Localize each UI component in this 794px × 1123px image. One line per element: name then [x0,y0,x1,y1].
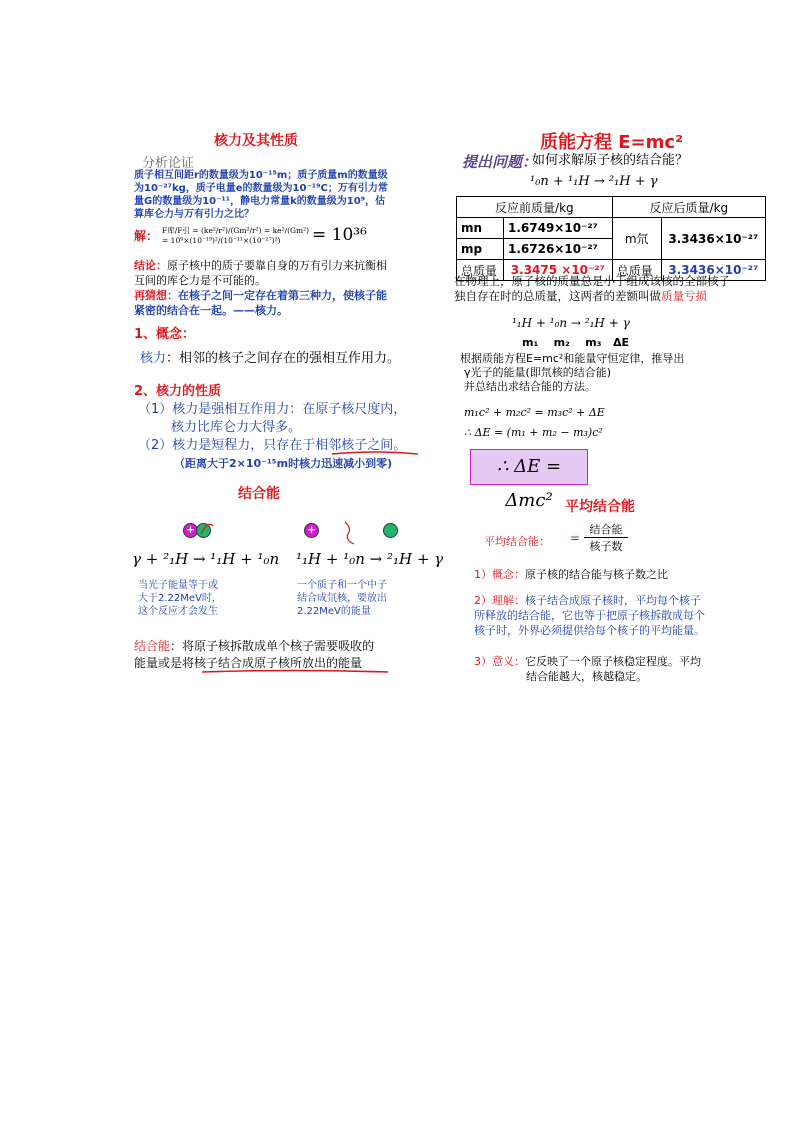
p2-text-1: 核子结合成原子核时，平均每个核子 [525,594,701,607]
note-left-line: 当光子能量等于或 [138,580,218,591]
md-value: 3.3436×10⁻²⁷ [661,218,765,260]
p1-label: 1）概念： [474,568,525,581]
derive-text [460,352,684,394]
note-right-line: 结合成氘核，要放出 [297,593,387,604]
avg-fraction [584,521,628,554]
conclusion [134,258,394,288]
binding-definition [134,638,409,672]
split-arrow-icon [198,518,216,538]
solution-ratio: F库/F引 = (ke²/r²)/(Gm²/r²) = ke²/(Gm²) = 10⁹×(10⁻¹⁹)²/(10⁻¹¹×(10⁻²⁷)²) [162,226,310,245]
binding-def-1: ：将原子核拆散成单个核子需要吸收的 [170,639,375,653]
avg-denominator: 核子数 [584,537,628,554]
mass-defect: 质量亏损 [661,289,707,303]
guess [134,288,394,318]
binding-underline [200,668,390,676]
reaction-2: ¹₁H + ¹₀n → ²₁H + γ [512,316,630,330]
nature-underline [330,449,420,457]
proton-icon: + [183,523,198,538]
avg-label: 平均结合能： [484,535,550,548]
note-left-line: 大于2.22MeV时， [138,593,222,604]
conclusion-text: 原子核中的质子要靠自身的万有引力来抗衡相互间的库仑力是不可能的。 [134,259,387,287]
question: 如何求解原子核的结合能？ [532,153,689,168]
concept-label: 核力 [140,351,167,366]
note-right [297,579,387,618]
binding-def-label: 结合能 [134,639,171,653]
note-right-line: 一个质子和一个中子 [297,580,387,591]
problem-text: 质子相互间距r的数量级为10⁻¹⁵m；质子质量m的数量级为10⁻²⁷kg，质子电量e的数量级为10⁻¹⁹C；万有引力常量G的数量级为10⁻¹¹，静电力常量k的数量级为10⁹，估算库仑力与万有引力之比？ [134,170,388,220]
point-1 [474,567,668,582]
concept-head: 1、概念： [134,327,196,342]
p2-text-2: 所释放的结合能，它也等于把原子核拆散成每个 [474,609,705,622]
note-left [138,579,222,618]
avg-numerator: 结合能 [589,523,623,536]
mass-table [456,196,766,281]
total-after: 3.3436×10⁻²⁷ [661,260,765,281]
total-label-after: 总质量 [612,260,661,281]
p3-text-2: 结合能越大，核越稳定。 [526,670,647,683]
total-label: 总质量 [457,260,504,281]
physics-text [454,274,774,304]
binding-title: 结合能 [238,486,280,502]
nature-head: 2、核力的性质 [134,384,222,399]
analysis-label: 分析论证 [142,156,195,171]
avg-title: 平均结合能 [565,499,635,515]
solution-result: = 10³⁶ [312,225,367,245]
p3-label: 3）意义： [474,655,525,668]
mp-label: mp [457,239,504,260]
equation-left: γ + ²₁H → ¹₁H + ¹₀n [132,550,280,568]
nature-2: （2）核力是短程力，只存在于相邻核子之间。 [138,438,407,453]
guess-text: 在核子之间一定存在着第三种力，使核子能紧密的结合在一起。——核力。 [134,289,387,317]
concept [140,350,400,368]
binding-def-2: 能量或是将核子结合成原子核所放出的能量 [134,656,363,670]
nature-1b: 核力比库仑力大得多。 [171,420,302,435]
note-right-line: 2.22MeV的能量 [297,606,371,617]
neutron-icon [383,523,398,538]
proton-icon: + [304,523,319,538]
p3-text-1: 它反映了一个原子核稳定程度。平均 [525,655,701,668]
nature-1: （1）核力是强相互作用力：在原子核尺度内， [138,402,407,417]
solution-label: 解： [134,229,159,243]
equation-right: ¹₁H + ¹₀n → ²₁H + γ [296,550,444,568]
combine-arrow-icon [342,520,358,546]
mp-value: 1.6726×10⁻²⁷ [504,239,613,260]
physics-text-2: 独自存在时的总质量，这两者的差额叫做 [454,289,661,303]
derive-3: 并总结出求结合能的方法。 [464,380,596,393]
right-title: 质能方程 E=mc² [540,132,683,153]
nature-2b: （距离大于2×10⁻¹⁵m时核力迅速减小到零) [174,457,393,470]
formula-1: m₁c² + m₂c² = m₃c² + ΔE [464,406,605,419]
p1-text: 原子核的结合能与核子数之比 [525,568,668,581]
raise-label: 提出问题： [462,153,538,171]
note-left-line: 这个反应才会发生 [138,606,218,617]
avg-eq: = [570,531,581,545]
reaction-1: ¹₀n + ¹₁H → ²₁H + γ [530,174,658,189]
p2-label: 2）理解： [474,594,525,607]
left-title: 核力及其性质 [214,133,298,149]
formula-2: ∴ ΔE = (m₁ + m₂ − m₃)c² [464,426,603,439]
head-before: 反应前质量/kg [457,197,613,218]
md-label: m氘 [612,218,661,260]
derive-2: γ光子的能量(即氘核的结合能) [464,366,612,379]
total-before: 3.3475 ×10⁻²⁷ [504,260,613,281]
point-3 [474,654,701,684]
derive-1: 根据质能方程E=mc²和能量守恒定律，推导出 [460,352,685,365]
boxed-formula: ∴ ΔE = Δmc² [470,449,588,485]
mn-label: mn [457,218,504,239]
masses-row: m₁ m₂ m₃ ΔE [522,336,629,349]
physics-text-1: 在物理上，原子核的质量总是小于组成该核的全部核子 [454,274,730,288]
concept-text: ：相邻的核子之间存在的强相互作用力。 [166,351,401,366]
point-2 [474,593,764,638]
p2-text-3: 核子时，外界必须提供给每个核子的平均能量。 [474,624,705,637]
mn-value: 1.6749×10⁻²⁷ [504,218,613,239]
conclusion-label: 结论： [134,259,167,272]
head-after: 反应后质量/kg [612,197,765,218]
guess-label: 再猜想： [134,289,178,302]
